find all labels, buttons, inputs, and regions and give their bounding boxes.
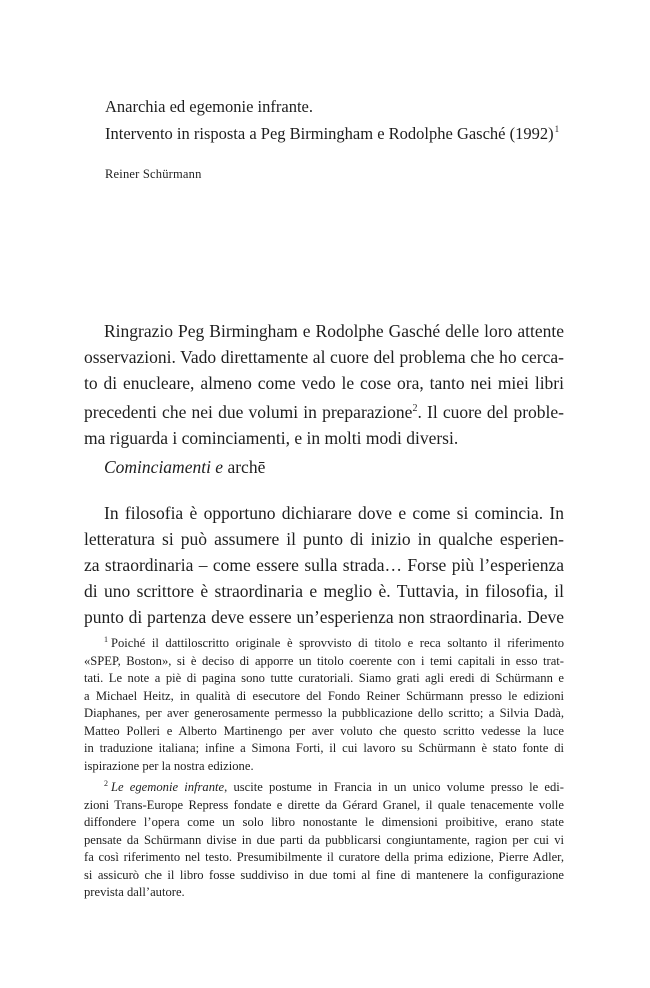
- footnote-1-line: tati. Le note a piè di pagina sono tutte curatoriali. Siamo grati agli eredi di Schürmann e: [84, 671, 564, 685]
- footnote-1-line: Diaphanes, per aver generosamente permesso la pubblicazione dello scritto; a Silvia Dadà,: [84, 706, 564, 720]
- footnote-ref-1: 1: [554, 124, 560, 134]
- footnote-text: , uscite postume in Francia in un unico volume presso le edi-: [224, 780, 564, 794]
- paragraph-1: [84, 318, 564, 451]
- title-line-1: Anarchia ed egemonie infrante.: [105, 97, 313, 116]
- chapter-title: [105, 96, 605, 145]
- footnote-1-line: Matteo Polleri e Alberto Martinengo per aver voluto che questo scritto vedesse la luce: [84, 723, 564, 738]
- footnote-ref-2: 2: [412, 403, 418, 414]
- footnote-1-marker: 1: [104, 635, 108, 644]
- title-line-2-text: Intervento in risposta a Peg Birmingham e Rodolphe Gasché (1992): [105, 124, 554, 143]
- paragraph-line: za straordinaria – come essere sulla strada… Forse più l’esperienza: [84, 555, 564, 575]
- paragraph-line: [84, 396, 564, 425]
- paragraph-line: punto di partenza deve essere un’esperienza non straordinaria. Deve: [84, 607, 564, 627]
- paragraph-line: osservazioni. Vado direttamente al cuore del problema che ho cerca-: [84, 347, 564, 367]
- footnote-1-line: [84, 631, 564, 653]
- paragraph-line: letteratura si può assumere il punto di inizio in qualche esperien-: [84, 529, 564, 549]
- paragraph-line: In filosofia è opportuno dichiarare dove e come si comincia. In: [104, 503, 564, 523]
- paragraph-2: [84, 500, 564, 630]
- footnote-2-line: pensate da Schürmann divise in due parti da pubblicarsi congiuntamente, ragion per cui vi: [84, 832, 564, 847]
- paragraph-line-part: precedenti che nei due volumi in preparazione: [84, 402, 413, 422]
- footnote-2-italic: Le egemonie infrante: [111, 780, 225, 794]
- footnote-2-line: si assicurò che il libro fosse suddiviso in due tomi al fine di mantenere la configurazione: [84, 867, 564, 882]
- paragraph-line-part: . Il cuore del proble-: [417, 402, 564, 422]
- footnote-2-line: diffondere l’opera come un solo libro nonostante le dimensioni proibitive, erano state: [84, 815, 564, 829]
- footnotes: [84, 631, 564, 902]
- author-name: Reiner Schürmann: [105, 167, 202, 181]
- paragraph-line: di uno scrittore è straordinaria e meglio è. Tuttavia, in filosofia, il: [84, 581, 564, 601]
- title-line-2: [105, 118, 605, 145]
- footnote-1-line: a Michael Heitz, in qualità di esecutore del Fondo Reiner Schürmann presso le edizioni: [84, 688, 564, 703]
- footnote-text: Poiché il dattiloscritto originale è sprovvisto di titolo e reca soltanto il riferimento: [111, 636, 564, 650]
- paragraph-line: to di enucleare, almeno come vedo le cose ora, tanto nei miei libri: [84, 373, 564, 393]
- section-heading: [104, 457, 265, 478]
- section-heading-italic: Cominciamenti e: [104, 457, 224, 477]
- footnote-1-line: «SPEP, Boston», si è deciso di apporre un titolo coerente con i temi capitali in esso trat-: [84, 653, 564, 668]
- paragraph-line: ma riguarda i cominciamenti, e in molti modi diversi.: [84, 428, 459, 448]
- footnote-1-line: in traduzione italiana; infine a Simona Forti, il cui lavoro su Schürmann è stato fonte di: [84, 741, 564, 755]
- section-heading-rest: archē: [223, 457, 266, 477]
- footnote-2-line: [84, 775, 564, 797]
- footnote-2-line: fa così riferimento nel testo. Presumibilmente il curatore della prima edizione, Pierre Adler,: [84, 850, 564, 864]
- footnote-2-line: zioni Trans-Europe Repress fondate e dirette da Gérard Granel, il quale tenacemente volle: [84, 797, 564, 812]
- footnote-1-line: ispirazione per la nostra edizione.: [84, 758, 254, 773]
- footnote-2-marker: 2: [104, 779, 108, 788]
- paragraph-line: Ringrazio Peg Birmingham e Rodolphe Gasché delle loro attente: [104, 321, 564, 341]
- footnote-2-line: prevista dall’autore.: [84, 885, 185, 899]
